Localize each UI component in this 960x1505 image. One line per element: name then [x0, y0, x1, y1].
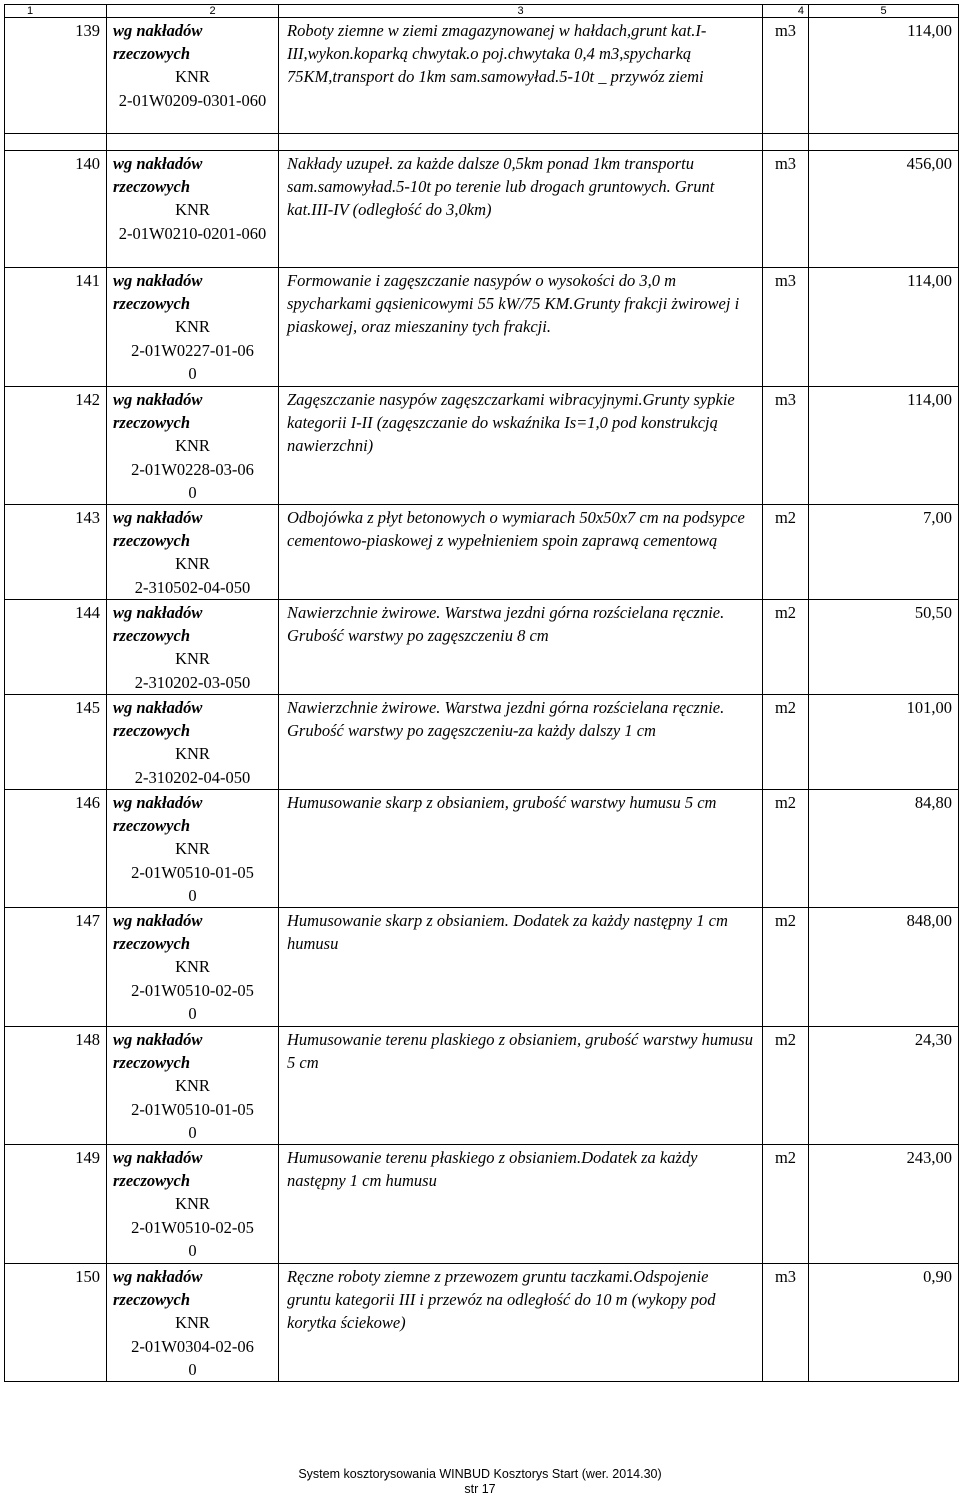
column-header-4: 4 — [763, 5, 809, 18]
item-unit: m3 — [763, 1264, 809, 1382]
basis-catalog: KNR — [175, 744, 210, 764]
basis-catalog: KNR — [175, 1313, 210, 1333]
gap-cell — [279, 134, 763, 151]
gap-cell — [107, 134, 279, 151]
column-header-5: 5 — [809, 5, 959, 18]
basis-catalog: KNR — [175, 436, 210, 456]
table-row — [5, 387, 959, 505]
item-unit: m2 — [763, 695, 809, 790]
item-quantity: 24,30 — [809, 1027, 959, 1145]
basis-catalog: KNR — [175, 67, 210, 87]
item-basis — [107, 18, 279, 134]
gap-cell — [5, 134, 107, 151]
table-row — [5, 1027, 959, 1145]
item-number: 142 — [5, 387, 107, 505]
table-row — [5, 151, 959, 268]
item-basis — [107, 908, 279, 1027]
table-row — [5, 505, 959, 600]
item-number: 139 — [5, 18, 107, 134]
basis-source: wg nakładów rzeczowych — [113, 1267, 203, 1310]
item-number: 140 — [5, 151, 107, 268]
item-quantity: 114,00 — [809, 387, 959, 505]
basis-source: wg nakładów rzeczowych — [113, 154, 203, 197]
item-number: 146 — [5, 790, 107, 908]
basis-source: wg nakładów rzeczowych — [113, 603, 203, 646]
item-unit: m3 — [763, 268, 809, 387]
column-header-1: 1 — [5, 5, 107, 18]
item-number: 145 — [5, 695, 107, 790]
item-number: 141 — [5, 268, 107, 387]
item-number: 143 — [5, 505, 107, 600]
item-unit: m2 — [763, 1027, 809, 1145]
basis-source: wg nakładów rzeczowych — [113, 21, 203, 64]
item-quantity: 101,00 — [809, 695, 959, 790]
footer-software-label: System kosztorysowania WINBUD Kosztorys Start (wer. 2014.30) — [298, 1467, 662, 1481]
item-description: Ręczne roboty ziemne z przewozem gruntu taczkami.Odspojenie gruntu kategorii III i przewóz na odległość do 10 m (wykopy pod korytka ściekowe) — [279, 1264, 763, 1382]
item-quantity: 84,80 — [809, 790, 959, 908]
basis-source: wg nakładów rzeczowych — [113, 271, 203, 314]
basis-source: wg nakładów rzeczowych — [113, 1030, 203, 1073]
item-unit: m3 — [763, 387, 809, 505]
page-footer — [0, 1467, 960, 1497]
item-unit: m2 — [763, 1145, 809, 1264]
item-quantity: 7,00 — [809, 505, 959, 600]
gap-cell — [809, 134, 959, 151]
basis-source: wg nakładów rzeczowych — [113, 1148, 203, 1191]
basis-catalog: KNR — [175, 839, 210, 859]
table-row — [5, 1264, 959, 1382]
item-basis — [107, 151, 279, 268]
item-basis — [107, 268, 279, 387]
item-basis — [107, 790, 279, 908]
item-unit: m2 — [763, 908, 809, 1027]
item-basis — [107, 387, 279, 505]
basis-source: wg nakładów rzeczowych — [113, 911, 203, 954]
item-basis — [107, 1264, 279, 1382]
item-number: 150 — [5, 1264, 107, 1382]
item-quantity: 848,00 — [809, 908, 959, 1027]
item-basis — [107, 505, 279, 600]
row-gap — [5, 134, 959, 151]
cost-estimate-table — [4, 4, 959, 1382]
item-description: Humusowanie terenu plaskiego z obsianiem, grubość warstwy humusu 5 cm — [279, 1027, 763, 1145]
table-row — [5, 695, 959, 790]
item-description: Nawierzchnie żwirowe. Warstwa jezdni górna rozścielana ręcznie. Grubość warstwy po zagęszczeniu 8 cm — [279, 600, 763, 695]
basis-catalog: KNR — [175, 1076, 210, 1096]
column-header-2: 2 — [107, 5, 279, 18]
table-row — [5, 600, 959, 695]
item-unit: m3 — [763, 18, 809, 134]
item-number: 149 — [5, 1145, 107, 1264]
basis-code: 2-01W0227-01-06 0 — [131, 340, 254, 383]
item-quantity: 114,00 — [809, 18, 959, 134]
basis-code: 2-310202-03-050 — [134, 672, 251, 692]
basis-catalog: KNR — [175, 1194, 210, 1214]
item-quantity: 456,00 — [809, 151, 959, 268]
item-description: Humusowanie terenu płaskiego z obsianiem.Dodatek za każdy następny 1 cm humusu — [279, 1145, 763, 1264]
item-quantity: 50,50 — [809, 600, 959, 695]
item-description: Nakłady uzupeł. za każde dalsze 0,5km ponad 1km transportu sam.samowyład.5-10t po terenie lub drogach gruntowych. Grunt kat.III-IV (odległość do 3,0km) — [279, 151, 763, 268]
item-quantity: 0,90 — [809, 1264, 959, 1382]
item-number: 148 — [5, 1027, 107, 1145]
basis-code: 2-01W0304-02-06 0 — [131, 1336, 254, 1379]
column-header-3: 3 — [279, 5, 763, 18]
item-number: 147 — [5, 908, 107, 1027]
item-basis — [107, 1027, 279, 1145]
item-description: Humusowanie skarp z obsianiem, grubość warstwy humusu 5 cm — [279, 790, 763, 908]
basis-code: 2-01W0510-01-05 0 — [131, 862, 254, 905]
basis-code: 2-01W0209-0301-060 — [118, 90, 267, 110]
basis-code: 2-310502-04-050 — [134, 577, 251, 597]
basis-code: 2-01W0510-01-05 0 — [131, 1099, 254, 1142]
table-row — [5, 18, 959, 134]
basis-source: wg nakładów rzeczowych — [113, 793, 203, 836]
item-description: Nawierzchnie żwirowe. Warstwa jezdni górna rozścielana ręcznie. Grubość warstwy po zagęszczeniu-za każdy dalszy 1 cm — [279, 695, 763, 790]
item-description: Formowanie i zagęszczanie nasypów o wysokości do 3,0 m spycharkami gąsienicowymi 55 kW/75 KM.Grunty frakcji żwirowej i piaskowej, oraz mieszaniny tych frakcji. — [279, 268, 763, 387]
item-description: Roboty ziemne w ziemi zmagazynowanej w hałdach,grunt kat.I-III,wykon.koparką chwytak.o poj.chwytaka 0,4 m3,spycharką 75KM,transport do 1km sam.samowyład.5-10t _ przywóz ziemi — [279, 18, 763, 134]
item-description: Odbojówka z płyt betonowych o wymiarach 50x50x7 cm na podsypce cementowo-piaskowej z wypełnieniem spoin zaprawą cementową — [279, 505, 763, 600]
basis-code: 2-01W0210-0201-060 — [118, 223, 267, 243]
basis-code: 2-01W0510-02-05 0 — [131, 980, 254, 1023]
basis-code: 2-310202-04-050 — [134, 767, 251, 787]
basis-catalog: KNR — [175, 554, 210, 574]
item-unit: m3 — [763, 151, 809, 268]
item-basis — [107, 695, 279, 790]
basis-source: wg nakładów rzeczowych — [113, 508, 203, 551]
table-row — [5, 268, 959, 387]
gap-cell — [763, 134, 809, 151]
item-quantity: 243,00 — [809, 1145, 959, 1264]
item-unit: m2 — [763, 505, 809, 600]
basis-catalog: KNR — [175, 317, 210, 337]
item-unit: m2 — [763, 790, 809, 908]
basis-catalog: KNR — [175, 200, 210, 220]
item-description: Humusowanie skarp z obsianiem. Dodatek za każdy następny 1 cm humusu — [279, 908, 763, 1027]
item-number: 144 — [5, 600, 107, 695]
column-number-header — [5, 5, 959, 18]
basis-catalog: KNR — [175, 957, 210, 977]
table-row — [5, 1145, 959, 1264]
item-basis — [107, 600, 279, 695]
basis-source: wg nakładów rzeczowych — [113, 390, 203, 433]
table-row — [5, 790, 959, 908]
item-basis — [107, 1145, 279, 1264]
item-unit: m2 — [763, 600, 809, 695]
item-quantity: 114,00 — [809, 268, 959, 387]
table-row — [5, 908, 959, 1027]
basis-source: wg nakładów rzeczowych — [113, 698, 203, 741]
footer-page-number: str 17 — [464, 1482, 496, 1496]
basis-catalog: KNR — [175, 649, 210, 669]
item-description: Zagęszczanie nasypów zagęszczarkami wibracyjnymi.Grunty sypkie kategorii I-II (zagęszczanie do wskaźnika Is=1,0 pod konstrukcją nawierzchni) — [279, 387, 763, 505]
basis-code: 2-01W0510-02-05 0 — [131, 1217, 254, 1260]
basis-code: 2-01W0228-03-06 0 — [131, 459, 254, 502]
